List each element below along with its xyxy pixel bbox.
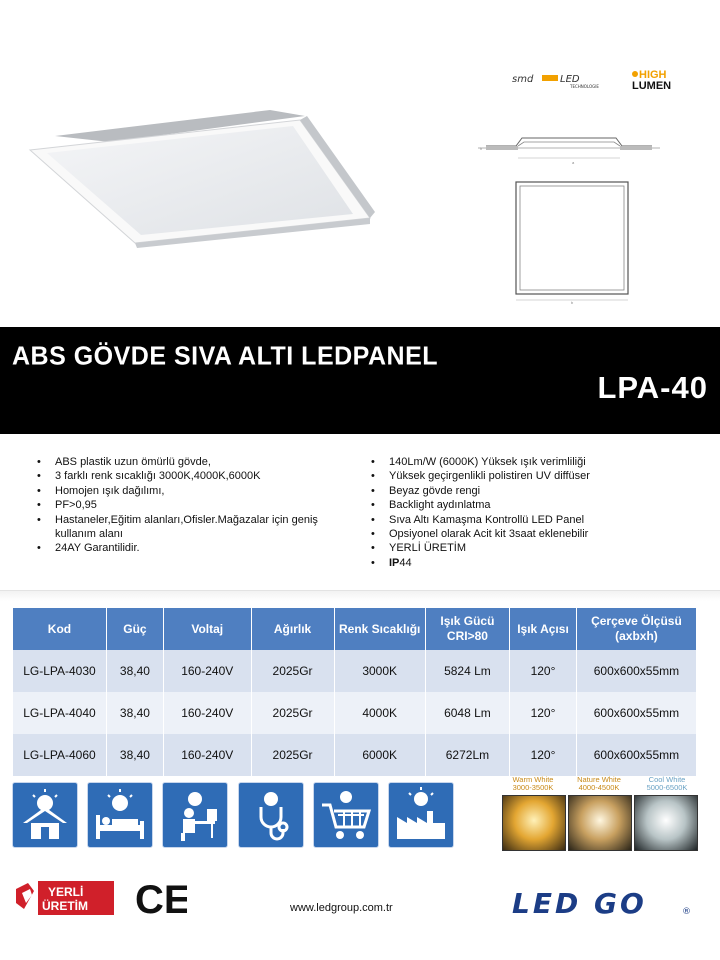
- list-item: • Backlight aydınlatma: [371, 498, 691, 512]
- list-item: • Beyaz gövde rengi: [371, 484, 691, 498]
- warm-white-label: Warm White 3000-3500K: [512, 775, 554, 792]
- list-item: • Opsiyonel olarak Acit kit 3saat eklenebilir: [371, 527, 691, 541]
- table-cell: 6272Lm: [425, 734, 509, 776]
- bedroom-icon: [87, 782, 153, 848]
- table-cell: LG-LPA-4030: [13, 650, 106, 692]
- table-cell: 2025Gr: [251, 650, 334, 692]
- table-cell: 160-240V: [163, 650, 251, 692]
- svg-text:smd: smd: [512, 74, 534, 85]
- col-header-cerceve: Çerçeve Ölçüsü (axbxh): [576, 608, 696, 650]
- svg-text:h: h: [480, 146, 483, 151]
- smd-led-logo: [512, 72, 616, 92]
- table-cell: 600x600x55mm: [576, 734, 696, 776]
- cool-white-swatch: [634, 795, 698, 851]
- house-icon: [12, 782, 78, 848]
- list-item: • 3 farklı renk sıcaklığı 3000K,4000K,6000K: [37, 469, 357, 483]
- col-header-guc: Güç: [106, 608, 163, 650]
- list-item: • PF>0,95: [37, 498, 357, 512]
- table-cell: 5824 Lm: [425, 650, 509, 692]
- table-cell: 2025Gr: [251, 734, 334, 776]
- list-item: • 140Lm/W (6000K) Yüksek ışık verimliliği: [371, 455, 691, 469]
- col-header-voltaj: Voltaj: [163, 608, 251, 650]
- table-cell: 160-240V: [163, 692, 251, 734]
- list-item: • YERLİ ÜRETİM: [371, 541, 691, 555]
- table-cell: 4000K: [334, 692, 425, 734]
- table-cell: LG-LPA-4060: [13, 734, 106, 776]
- cool-white-label: Cool White 5000-6500K: [646, 775, 688, 792]
- warm-white-swatch: [502, 795, 566, 851]
- nature-white-label: Nature White 4000-4500K: [577, 775, 621, 792]
- medical-icon: [238, 782, 304, 848]
- list-item: • 24AY Garantilidir.: [37, 541, 357, 555]
- features-right-list: [371, 455, 691, 570]
- table-row: [13, 734, 697, 776]
- model-code: LPA-40: [597, 370, 708, 405]
- table-row: [13, 692, 697, 734]
- section-divider: [0, 590, 720, 601]
- list-item: • Sıva Altı Kamaşma Kontrollü LED Panel: [371, 513, 691, 527]
- product-title: ABS GÖVDE SIVA ALTI LEDPANEL: [12, 341, 439, 371]
- table-cell: 3000K: [334, 650, 425, 692]
- col-header-agirlik: Ağırlık: [251, 608, 334, 650]
- col-header-isik-acisi: Işık Açısı: [510, 608, 577, 650]
- col-header-renk: Renk Sıcaklığı: [334, 608, 425, 650]
- table-cell: 38,40: [106, 692, 163, 734]
- spec-table: [13, 608, 697, 776]
- svg-text:CE: CE: [135, 878, 187, 919]
- list-item-ip: • IP44: [371, 556, 691, 570]
- technical-drawing: [476, 134, 662, 304]
- svg-text:a: a: [572, 160, 575, 165]
- list-item: • Hastaneler,Eğitim alanları,Ofisler.Mağazalar için geniş kullanım alanı: [37, 513, 357, 542]
- table-cell: 600x600x55mm: [576, 692, 696, 734]
- high-lumen-logo: HIGH LUMEN: [632, 69, 672, 92]
- table-cell: 2025Gr: [251, 692, 334, 734]
- table-cell: 120°: [510, 734, 577, 776]
- table-cell: 160-240V: [163, 734, 251, 776]
- table-cell: 6000K: [334, 734, 425, 776]
- svg-text:®: ®: [682, 907, 691, 917]
- nature-white-swatch: [568, 795, 632, 851]
- svg-text:YERLİ: YERLİ: [48, 885, 84, 899]
- table-cell: 38,40: [106, 650, 163, 692]
- led-panel-photo: [25, 108, 375, 248]
- list-item: • Homojen ışık dağılımı,: [37, 484, 357, 498]
- table-cell: 120°: [510, 692, 577, 734]
- table-cell: 38,40: [106, 734, 163, 776]
- sun-dot-icon: [632, 71, 638, 77]
- col-header-kod: Kod: [13, 608, 106, 650]
- list-item: • ABS plastik uzun ömürlü gövde,: [37, 455, 357, 469]
- table-cell: LG-LPA-4040: [13, 692, 106, 734]
- table-row: [13, 650, 697, 692]
- table-cell: 6048 Lm: [425, 692, 509, 734]
- office-icon: [162, 782, 228, 848]
- list-item: • Yüksek geçirgenlikli polistiren UV diffüser: [371, 469, 691, 483]
- features-left-list: [37, 455, 357, 556]
- ce-mark: [135, 877, 187, 919]
- table-cell: 120°: [510, 650, 577, 692]
- svg-text:ÜRETİM: ÜRETİM: [42, 899, 88, 913]
- svg-text:LED: LED: [560, 74, 580, 85]
- table-cell: 600x600x55mm: [576, 650, 696, 692]
- website-link[interactable]: www.ledgroup.com.tr: [290, 902, 393, 914]
- factory-icon: [388, 782, 454, 848]
- ledgo-logo: [512, 886, 697, 920]
- shopping-cart-icon: [313, 782, 379, 848]
- svg-text:b: b: [571, 300, 574, 304]
- svg-text:TECHNOLOGIE: TECHNOLOGIE: [570, 84, 599, 89]
- svg-text:LED GO: LED GO: [512, 887, 647, 920]
- table-header-row: [13, 608, 697, 650]
- col-header-isik-gucu: Işık Gücü CRI>80: [425, 608, 509, 650]
- yerli-uretim-logo: [12, 879, 116, 917]
